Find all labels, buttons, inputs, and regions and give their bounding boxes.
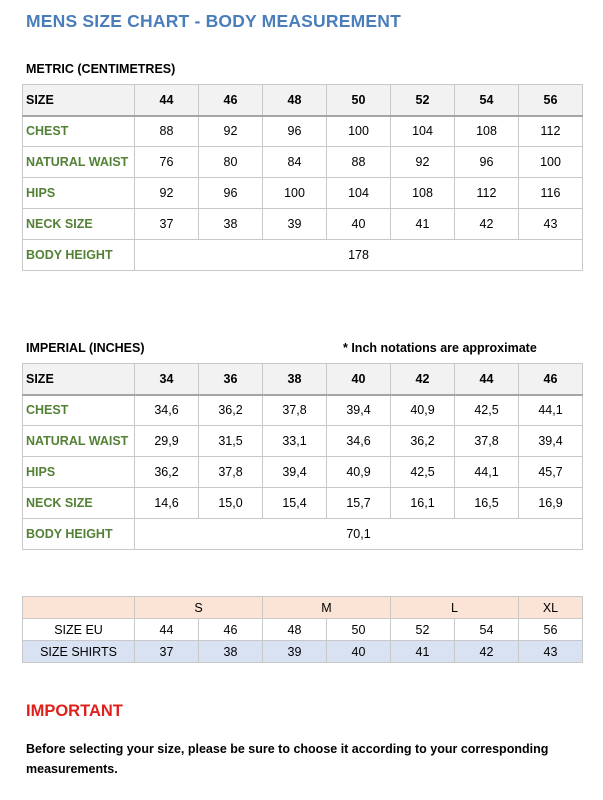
metric-row-body-height (23, 240, 583, 271)
table-cell: 14,6 (135, 488, 199, 519)
letter-size-empty-cell (23, 597, 135, 619)
table-cell: 108 (391, 178, 455, 209)
metric-row-chest (23, 116, 583, 147)
table-cell: 100 (263, 178, 327, 209)
metric-header-size: SIZE (23, 85, 135, 116)
table-cell: 36,2 (135, 457, 199, 488)
row-label: HIPS (23, 178, 135, 209)
letter-size-row (23, 597, 583, 619)
table-cell: 96 (455, 147, 519, 178)
table-cell: 40,9 (327, 457, 391, 488)
table-cell: 96 (199, 178, 263, 209)
size-conversion-table (22, 596, 583, 663)
table-cell: 41 (391, 641, 455, 663)
table-cell: 16,5 (455, 488, 519, 519)
table-cell: 39 (263, 209, 327, 240)
table-cell: 44,1 (519, 395, 583, 426)
letter-size-cell: S (135, 597, 263, 619)
table-cell: 92 (135, 178, 199, 209)
size-shirts-label: SIZE SHIRTS (23, 641, 135, 663)
imperial-row-neck (23, 488, 583, 519)
metric-row-hips (23, 178, 583, 209)
table-cell: 40 (327, 641, 391, 663)
metric-header-cell: 44 (135, 85, 199, 116)
table-cell: 40 (327, 209, 391, 240)
table-cell: 31,5 (199, 426, 263, 457)
table-cell: 33,1 (263, 426, 327, 457)
metric-header-cell: 48 (263, 85, 327, 116)
imperial-row-hips (23, 457, 583, 488)
table-cell: 108 (455, 116, 519, 147)
table-cell: 29,9 (135, 426, 199, 457)
metric-header-cell: 52 (391, 85, 455, 116)
table-cell: 39,4 (327, 395, 391, 426)
metric-header-cell: 46 (199, 85, 263, 116)
table-cell: 40,9 (391, 395, 455, 426)
table-cell: 38 (199, 641, 263, 663)
table-cell: 92 (391, 147, 455, 178)
table-cell: 42 (455, 641, 519, 663)
metric-row-waist (23, 147, 583, 178)
table-cell: 56 (519, 619, 583, 641)
table-cell: 112 (455, 178, 519, 209)
table-cell: 104 (391, 116, 455, 147)
table-cell: 48 (263, 619, 327, 641)
imperial-row-body-height (23, 519, 583, 550)
imperial-section-label: IMPERIAL (INCHES) (26, 341, 145, 355)
row-label: NATURAL WAIST (23, 147, 135, 178)
table-cell: 92 (199, 116, 263, 147)
letter-size-cell: M (263, 597, 391, 619)
table-cell: 36,2 (391, 426, 455, 457)
table-cell: 15,4 (263, 488, 327, 519)
row-label: CHEST (23, 116, 135, 147)
metric-header-row (23, 85, 583, 116)
important-heading: IMPORTANT (26, 702, 123, 720)
table-cell: 44 (135, 619, 199, 641)
metric-header-cell: 54 (455, 85, 519, 116)
table-cell: 54 (455, 619, 519, 641)
row-label: BODY HEIGHT (23, 240, 135, 271)
imperial-header-cell: 46 (519, 364, 583, 395)
table-cell: 84 (263, 147, 327, 178)
inch-note: * Inch notations are approximate (343, 341, 537, 355)
size-shirts-row (23, 641, 583, 663)
table-cell: 42,5 (455, 395, 519, 426)
important-text: Before selecting your size, please be sure to choose it according to your corresponding measurements. (26, 742, 549, 776)
table-cell: 42 (455, 209, 519, 240)
table-cell: 37,8 (263, 395, 327, 426)
row-label: CHEST (23, 395, 135, 426)
table-cell: 52 (391, 619, 455, 641)
table-cell: 34,6 (327, 426, 391, 457)
table-cell: 37,8 (199, 457, 263, 488)
body-height-value: 70,1 (135, 519, 583, 550)
table-cell: 15,7 (327, 488, 391, 519)
table-cell: 46 (199, 619, 263, 641)
table-cell: 39,4 (263, 457, 327, 488)
table-cell: 36,2 (199, 395, 263, 426)
row-label: NECK SIZE (23, 488, 135, 519)
row-label: BODY HEIGHT (23, 519, 135, 550)
imperial-table (22, 363, 583, 550)
metric-section-label: METRIC (CENTIMETRES) (26, 62, 176, 76)
letter-size-cell: L (391, 597, 519, 619)
table-cell: 100 (519, 147, 583, 178)
size-eu-row (23, 619, 583, 641)
imperial-header-cell: 38 (263, 364, 327, 395)
table-cell: 96 (263, 116, 327, 147)
table-cell: 44,1 (455, 457, 519, 488)
imperial-header-row (23, 364, 583, 395)
table-cell: 50 (327, 619, 391, 641)
table-cell: 37 (135, 209, 199, 240)
size-eu-label: SIZE EU (23, 619, 135, 641)
table-cell: 80 (199, 147, 263, 178)
table-cell: 37 (135, 641, 199, 663)
table-cell: 45,7 (519, 457, 583, 488)
imperial-header-size: SIZE (23, 364, 135, 395)
table-cell: 15,0 (199, 488, 263, 519)
table-cell: 43 (519, 209, 583, 240)
body-height-value: 178 (135, 240, 583, 271)
imperial-header-cell: 36 (199, 364, 263, 395)
table-cell: 34,6 (135, 395, 199, 426)
imperial-header-cell: 44 (455, 364, 519, 395)
metric-header-cell: 56 (519, 85, 583, 116)
table-cell: 38 (199, 209, 263, 240)
table-cell: 16,1 (391, 488, 455, 519)
imperial-header-cell: 40 (327, 364, 391, 395)
table-cell: 39,4 (519, 426, 583, 457)
imperial-row-waist (23, 426, 583, 457)
table-cell: 104 (327, 178, 391, 209)
metric-header-cell: 50 (327, 85, 391, 116)
table-cell: 41 (391, 209, 455, 240)
metric-table (22, 84, 583, 271)
letter-size-cell: XL (519, 597, 583, 619)
table-cell: 88 (327, 147, 391, 178)
row-label: NECK SIZE (23, 209, 135, 240)
row-label: HIPS (23, 457, 135, 488)
table-cell: 116 (519, 178, 583, 209)
page-title: MENS SIZE CHART - BODY MEASUREMENT (26, 11, 401, 31)
table-cell: 88 (135, 116, 199, 147)
table-cell: 37,8 (455, 426, 519, 457)
table-cell: 76 (135, 147, 199, 178)
table-cell: 42,5 (391, 457, 455, 488)
imperial-row-chest (23, 395, 583, 426)
table-cell: 100 (327, 116, 391, 147)
row-label: NATURAL WAIST (23, 426, 135, 457)
table-cell: 43 (519, 641, 583, 663)
metric-row-neck (23, 209, 583, 240)
imperial-header-cell: 42 (391, 364, 455, 395)
table-cell: 16,9 (519, 488, 583, 519)
table-cell: 39 (263, 641, 327, 663)
table-cell: 112 (519, 116, 583, 147)
imperial-header-cell: 34 (135, 364, 199, 395)
